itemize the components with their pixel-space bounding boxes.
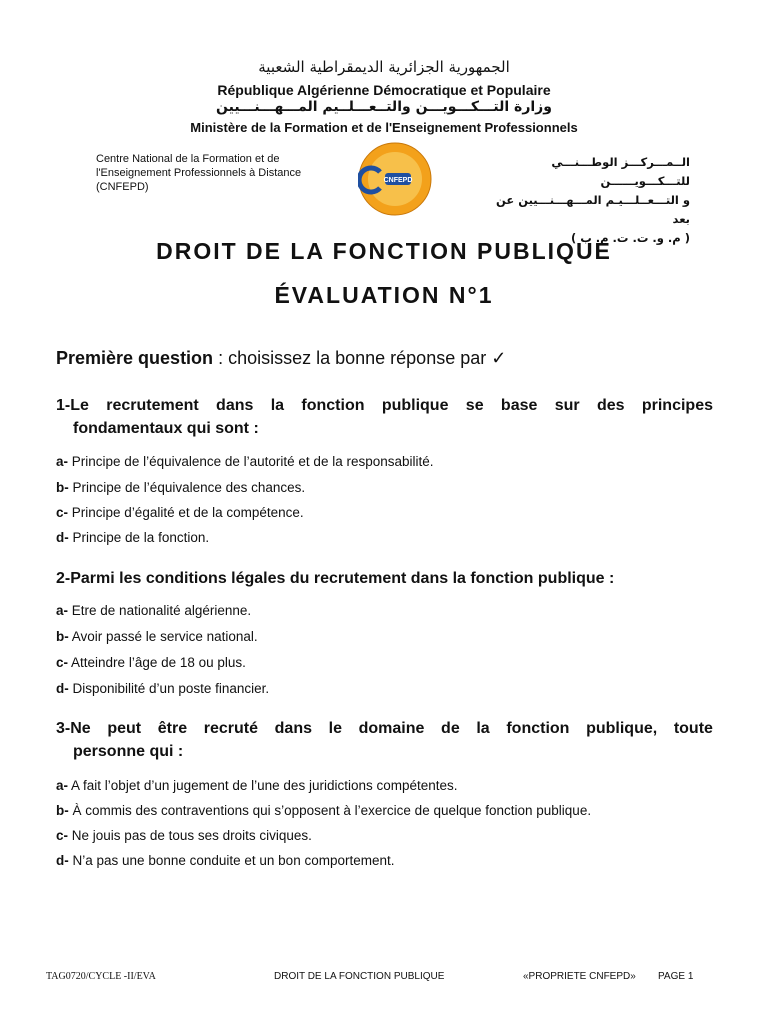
answer-option [56, 480, 305, 496]
answer-option [56, 603, 251, 619]
answer-letter: d- [56, 853, 69, 868]
question-word: de [441, 720, 460, 737]
question-word: recruté [203, 720, 258, 737]
question-word: la [476, 720, 490, 737]
question-2-title [56, 567, 713, 590]
answer-letter: b- [56, 803, 69, 818]
logo-text: CNFEPD [383, 177, 413, 184]
center-name-french-line: Centre National de la Formation et de [96, 153, 280, 165]
footer-course: DROIT DE LA FONCTION PUBLIQUE [274, 971, 445, 982]
question-word: la [270, 397, 285, 414]
footer-property: «PROPRIETE CNFEPD» [523, 971, 636, 982]
question-3-title [56, 717, 713, 763]
answer-text: A fait l’objet d’un jugement de l’une des juridictions compétentes. [71, 778, 458, 793]
question-word: 1-Le [56, 397, 89, 414]
header-french-ministry: Ministère de la Formation et de l'Enseignement Professionnels [190, 120, 578, 135]
question-word: publique [381, 397, 449, 414]
answer-option [56, 681, 269, 697]
first-question-rest: : choisissez la bonne réponse par ✓ [213, 348, 507, 368]
question-word: publique, [586, 720, 658, 737]
question-word: base [500, 397, 538, 414]
center-name-french [96, 152, 301, 194]
answer-letter: d- [56, 681, 69, 696]
answer-option [56, 803, 591, 819]
answer-text: Avoir passé le service national. [71, 629, 258, 644]
question-word: sur [554, 397, 580, 414]
document-title: DROIT DE LA FONCTION PUBLIQUE [156, 238, 612, 264]
header-arabic-republic: الجمهورية الجزائرية الديمقراطية الشعبية [258, 58, 510, 76]
footer-code: TAG0720/CYCLE -II/EVA [46, 971, 156, 982]
answer-text: Principe de la fonction. [72, 530, 210, 545]
question-word: recrutement [106, 397, 199, 414]
question-word: fonction [506, 720, 570, 737]
question-word: se [465, 397, 484, 414]
center-name-arabic-line: ( م. و. ت. ت. م. ب ) [570, 231, 690, 245]
answer-text: Principe d’égalité et de la compétence. [71, 505, 304, 520]
answer-option [56, 530, 209, 546]
answer-text: Disponibilité d’un poste financier. [72, 681, 270, 696]
first-question-instruction [56, 348, 506, 369]
answer-letter: c- [56, 828, 69, 843]
answer-option [56, 505, 304, 521]
answer-option [56, 655, 246, 671]
answer-letter: a- [56, 454, 69, 469]
answer-letter: a- [56, 778, 69, 793]
question-word: le [328, 720, 342, 737]
answer-letter: a- [56, 603, 69, 618]
center-name-arabic-line: الــمـــركـــز الوطـــنـــي للتـــكـــويــــــن [551, 155, 690, 188]
question-word: toute [673, 720, 713, 737]
center-name-french-line: (CNFEPD) [96, 181, 149, 193]
center-name-arabic-line: و التـــعــلـــيـم المـــهـــنـــيين عن بعد [496, 193, 690, 226]
answer-text: À commis des contraventions qui s’opposent à l’exercice de quelque fonction publique. [72, 803, 592, 818]
answer-text: Ne jouis pas de tous ses droits civiques. [71, 828, 312, 843]
question-3-line1 [56, 717, 713, 740]
question-word: 3-Ne [56, 720, 91, 737]
question-1-line1 [56, 394, 713, 417]
question-word: dans [216, 397, 254, 414]
first-question-label: Première question [56, 348, 214, 368]
question-word: des [596, 397, 625, 414]
answer-option [56, 778, 458, 794]
question-word: peut [107, 720, 142, 737]
question-3-line2: personne qui : [73, 743, 184, 760]
footer-page: PAGE 1 [658, 971, 694, 982]
answer-letter: b- [56, 480, 69, 495]
question-word: fonction [301, 397, 365, 414]
answer-text: Atteindre l’âge de 18 ou plus. [71, 655, 246, 670]
answer-text: N’a pas une bonne conduite et un bon comportement. [72, 853, 395, 868]
answer-letter: d- [56, 530, 69, 545]
header-arabic-ministry: وزارة التـــكـــويـــن والتــعـــلــيم المـــهـــنـــيين [216, 99, 552, 115]
header-french-republic: République Algérienne Démocratique et Populaire [217, 82, 551, 98]
question-word: principes [641, 397, 713, 414]
question-1-title [56, 394, 713, 440]
answer-letter: c- [56, 655, 69, 670]
question-1-line2: fondamentaux qui sont : [73, 420, 259, 437]
answer-option [56, 828, 312, 844]
question-2-line1: 2-Parmi les conditions légales du recrutement dans la fonction publique : [56, 570, 615, 587]
center-name-arabic [480, 153, 690, 248]
answer-text: Principe de l’équivalence des chances. [72, 480, 306, 495]
evaluation-title: ÉVALUATION N°1 [274, 282, 494, 308]
answer-letter: b- [56, 629, 69, 644]
answer-text: Etre de nationalité algérienne. [71, 603, 252, 618]
question-word: dans [274, 720, 312, 737]
cnfepd-logo [358, 142, 432, 216]
question-word: domaine [358, 720, 425, 737]
answer-option [56, 629, 258, 645]
answer-option [56, 853, 395, 869]
answer-letter: c- [56, 505, 69, 520]
question-word: être [157, 720, 188, 737]
answer-option [56, 454, 434, 470]
answer-text: Principe de l’équivalence de l’autorité et de la responsabilité. [71, 454, 434, 469]
center-name-french-line: l'Enseignement Professionnels à Distance [96, 167, 302, 179]
